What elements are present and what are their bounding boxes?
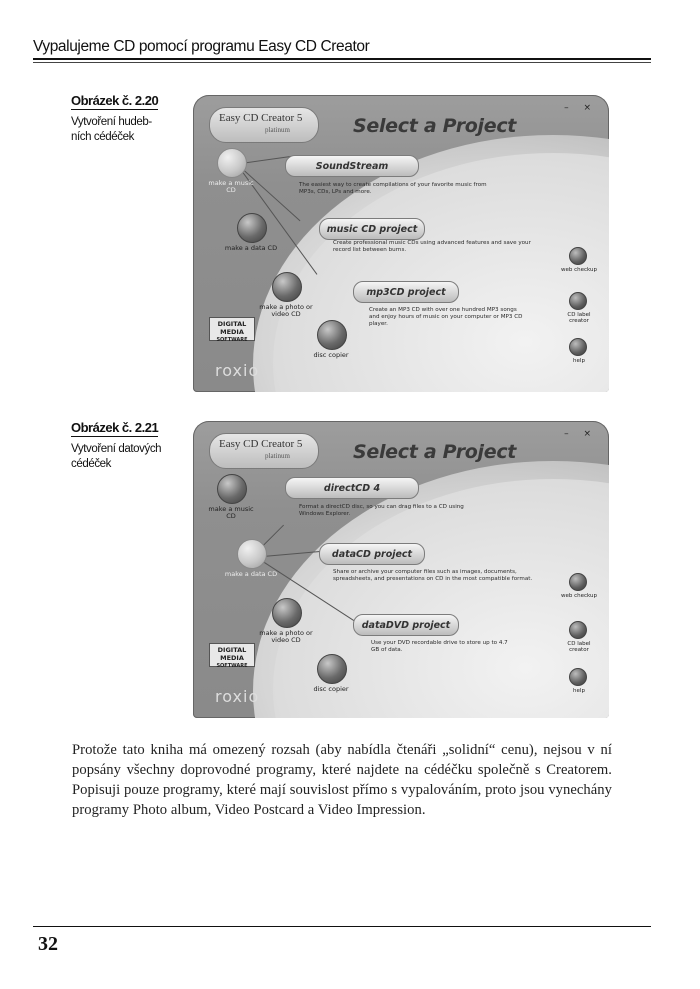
caption-line: Vytvoření hudeb- (71, 116, 152, 128)
roxio-logo: roxio (215, 361, 260, 380)
digital-media-logo (209, 643, 255, 667)
left-button-photo-label: make a photo or video CD (259, 303, 313, 318)
side-button-web[interactable] (569, 573, 587, 591)
figure-label-2: Obrázek č. 2.21 (71, 420, 159, 435)
left-button-copier[interactable] (317, 654, 347, 684)
project-desc-3: Create an MP3 CD with over one hundred MP3 songs and enjoy hours of music on your computer or MP3 CD player. (369, 307, 523, 327)
window-title: Select a Project (353, 441, 517, 463)
caption-line: ních cédéček (71, 131, 134, 143)
side-button-web-label: web checkup (560, 593, 598, 599)
project-desc-1: Format a directCD disc, so you can drag files to a CD using Windows Explorer. (299, 504, 464, 517)
app-logo: Easy CD Creator 5 (219, 112, 303, 124)
project-pill-1[interactable]: directCD 4 (285, 477, 419, 499)
left-button-music-label: make a music CD (208, 179, 254, 194)
window-title: Select a Project (353, 115, 517, 137)
side-button-label[interactable] (569, 292, 587, 310)
window-controls[interactable]: – × (564, 429, 597, 439)
roxio-logo: roxio (215, 687, 260, 706)
left-button-music-label: make a music CD (208, 505, 254, 520)
side-button-help[interactable] (569, 338, 587, 356)
caption-line: cédéček (71, 458, 112, 470)
header-rule (33, 58, 651, 60)
dm-line: MEDIA (220, 328, 244, 336)
dm-line: DIGITAL (217, 646, 247, 654)
side-button-help-label: help (573, 688, 585, 694)
dm-line: SOFTWARE (216, 337, 248, 343)
page-number: 32 (38, 933, 58, 955)
dm-line: MEDIA (220, 654, 244, 662)
dm-line: SOFTWARE (216, 663, 248, 669)
left-button-copier-label: disc copier (313, 351, 349, 359)
project-pill-1[interactable]: SoundStream (285, 155, 419, 177)
digital-media-logo (209, 317, 255, 341)
footer-rule (33, 926, 651, 927)
window-controls[interactable]: – × (564, 103, 597, 113)
project-pill-3[interactable]: mp3CD project (353, 281, 459, 303)
left-button-photo[interactable] (272, 598, 302, 628)
left-button-copier-label: disc copier (313, 685, 349, 693)
screenshot-music (193, 95, 609, 392)
project-desc-2: Share or archive your computer files such as images, documents, spreadsheets, and presentations on CD in the most compatible format. (333, 569, 533, 582)
side-button-web[interactable] (569, 247, 587, 265)
project-desc-1: The easiest way to create compilations of your favorite music from MP3s, CDs, LPs and more. (299, 182, 487, 195)
figure-caption-1 (71, 115, 171, 145)
body-paragraph: Protože tato kniha má omezený rozsah (aby nabídla čtenáři „solidní“ cenu), nejsou v ní popsány všechny doprovodné programy, které najdete na cédéčku společně s Creatorem. Popisuji pouze programy, které mají souvislost přímo s vypalováním, proto jsou vynechány programy Photo album, Video Postcard a Video Impression. (72, 742, 612, 818)
left-button-copier[interactable] (317, 320, 347, 350)
project-pill-2[interactable]: dataCD project (319, 543, 425, 565)
screenshot-data (193, 421, 609, 718)
left-button-data-label: make a data CD (224, 570, 278, 578)
project-desc-3: Use your DVD recordable drive to store up to 4.7 GB of data. (371, 640, 508, 653)
project-pill-3[interactable]: dataDVD project (353, 614, 459, 636)
side-button-web-label: web checkup (560, 267, 598, 273)
project-pill-2[interactable]: music CD project (319, 218, 425, 240)
side-button-help[interactable] (569, 668, 587, 686)
left-button-data-label: make a data CD (224, 244, 278, 252)
caption-line: Vytvoření datových (71, 443, 162, 455)
app-logo: Easy CD Creator 5 (219, 438, 303, 450)
app-logo-sub: platinum (265, 452, 290, 460)
running-head: Vypalujeme CD pomocí programu Easy CD Creator (33, 38, 370, 55)
side-button-label-label: CD label creator (567, 312, 591, 324)
left-button-music[interactable] (217, 474, 247, 504)
side-button-help-label: help (573, 358, 585, 364)
header-rule-thin (33, 62, 651, 63)
side-button-label[interactable] (569, 621, 587, 639)
left-button-data[interactable] (237, 539, 267, 569)
left-button-music[interactable] (217, 148, 247, 178)
side-button-label-label: CD label creator (567, 641, 591, 653)
project-desc-2: Create professional music CDs using advanced features and save your record list between burns. (333, 240, 531, 253)
left-button-photo[interactable] (272, 272, 302, 302)
figure-caption-2 (71, 442, 171, 472)
dm-line: DIGITAL (217, 320, 247, 328)
left-button-photo-label: make a photo or video CD (259, 629, 313, 644)
connector-line (241, 156, 291, 164)
app-logo-sub: platinum (265, 126, 290, 134)
figure-label-1: Obrázek č. 2.20 (71, 93, 159, 108)
left-button-data[interactable] (237, 213, 267, 243)
